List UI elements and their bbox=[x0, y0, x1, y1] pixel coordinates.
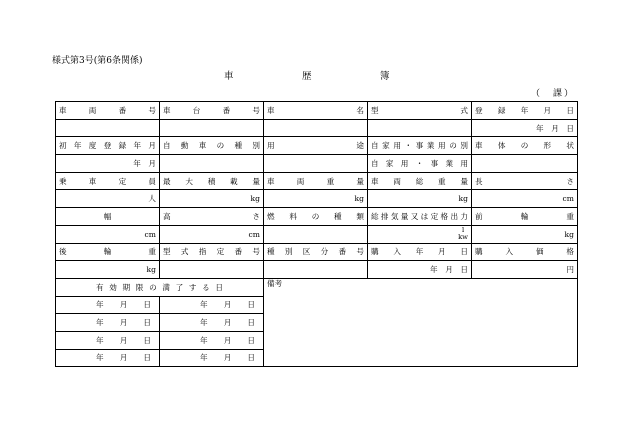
field-vehicle-number[interactable] bbox=[56, 119, 160, 137]
field-expiry-date[interactable]: 年 月 日 bbox=[56, 314, 160, 332]
label-purchase-price: 購入価格 bbox=[472, 243, 578, 261]
field-expiry-date[interactable]: 年 月 日 bbox=[56, 296, 160, 314]
table-row bbox=[56, 208, 578, 226]
field-length[interactable]: cm bbox=[472, 190, 578, 208]
label-model: 型式 bbox=[368, 102, 472, 120]
label-length: 長さ bbox=[472, 172, 578, 190]
table-row bbox=[56, 172, 578, 190]
notes-area[interactable] bbox=[264, 278, 578, 366]
label-first-registration: 初年度登録年月 bbox=[56, 137, 160, 155]
field-expiry-date[interactable]: 年 月 日 bbox=[160, 296, 264, 314]
label-notes: 備考 bbox=[267, 278, 283, 288]
unit-kw: kw bbox=[458, 233, 468, 242]
label-vehicle-number: 車両番号 bbox=[56, 102, 160, 120]
page-title bbox=[0, 68, 630, 82]
table-row bbox=[56, 155, 578, 173]
table-row bbox=[56, 119, 578, 137]
label-fuel-type: 燃料の種類 bbox=[264, 208, 368, 226]
field-expiry-date[interactable]: 年 月 日 bbox=[56, 349, 160, 367]
field-category-number[interactable] bbox=[264, 261, 368, 279]
table-row bbox=[56, 190, 578, 208]
field-vehicle-weight[interactable]: kg bbox=[264, 190, 368, 208]
field-vehicle-name[interactable] bbox=[264, 119, 368, 137]
field-purchase-price[interactable]: 円 bbox=[472, 261, 578, 279]
field-width[interactable]: cm bbox=[56, 225, 160, 243]
field-type-designation-number[interactable] bbox=[160, 261, 264, 279]
title-char-1: 車 bbox=[224, 71, 234, 82]
field-purchase-date[interactable]: 年 月 日 bbox=[368, 261, 472, 279]
label-purchase-date: 購入年月日 bbox=[368, 243, 472, 261]
field-private-business[interactable]: 自家用・事業用 bbox=[368, 155, 472, 173]
label-vehicle-name: 車名 bbox=[264, 102, 368, 120]
label-expiry-date: 有効期限の満了する日 bbox=[56, 278, 264, 296]
field-expiry-date[interactable]: 年 月 日 bbox=[160, 314, 264, 332]
field-model[interactable] bbox=[368, 119, 472, 137]
label-chassis-number: 車台番号 bbox=[160, 102, 264, 120]
label-use: 用途 bbox=[264, 137, 368, 155]
label-body-shape: 車体の形状 bbox=[472, 137, 578, 155]
field-chassis-number[interactable] bbox=[160, 119, 264, 137]
table-row bbox=[56, 243, 578, 261]
field-registration-date[interactable]: 年 月 日 bbox=[472, 119, 578, 137]
label-vehicle-type: 自動車の種別 bbox=[160, 137, 264, 155]
field-expiry-date[interactable]: 年 月 日 bbox=[160, 331, 264, 349]
field-body-shape[interactable] bbox=[472, 155, 578, 173]
field-gross-weight[interactable]: kg bbox=[368, 190, 472, 208]
title-char-2: 歴 bbox=[302, 71, 312, 82]
label-height: 高さ bbox=[160, 208, 264, 226]
label-registration-date: 登録年月日 bbox=[472, 102, 578, 120]
label-width: 幅 bbox=[56, 208, 160, 226]
table-row bbox=[56, 225, 578, 243]
table-row bbox=[56, 261, 578, 279]
form-number: 様式第3号(第6条関係) bbox=[52, 56, 143, 66]
field-first-registration[interactable]: 年 月 bbox=[56, 155, 160, 173]
field-displacement[interactable] bbox=[368, 225, 472, 243]
field-max-load[interactable]: kg bbox=[160, 190, 264, 208]
unit-liter: l bbox=[461, 226, 465, 235]
label-capacity: 乗車定員 bbox=[56, 172, 160, 190]
title-char-3: 簿 bbox=[380, 71, 390, 82]
label-front-axle-weight: 前輪重 bbox=[472, 208, 578, 226]
field-fuel-type[interactable] bbox=[264, 225, 368, 243]
vehicle-register-table bbox=[55, 101, 578, 367]
label-private-business-use: 自家用・事業用の別 bbox=[368, 137, 472, 155]
field-front-axle-weight[interactable]: kg bbox=[472, 225, 578, 243]
field-vehicle-type[interactable] bbox=[160, 155, 264, 173]
label-gross-weight: 車両総重量 bbox=[368, 172, 472, 190]
label-rear-axle-weight: 後輪重 bbox=[56, 243, 160, 261]
label-vehicle-weight: 車両重量 bbox=[264, 172, 368, 190]
field-rear-axle-weight[interactable]: kg bbox=[56, 261, 160, 279]
table-row bbox=[56, 278, 578, 296]
field-use[interactable] bbox=[264, 155, 368, 173]
field-expiry-date[interactable]: 年 月 日 bbox=[160, 349, 264, 367]
label-type-designation-number: 型式指定番号 bbox=[160, 243, 264, 261]
field-height[interactable]: cm bbox=[160, 225, 264, 243]
field-capacity[interactable]: 人 bbox=[56, 190, 160, 208]
table-row bbox=[56, 102, 578, 120]
label-displacement: 総排気量又は定格出力 bbox=[368, 208, 472, 226]
label-max-load: 最大積載量 bbox=[160, 172, 264, 190]
label-category-number: 種別区分番号 bbox=[264, 243, 368, 261]
field-expiry-date[interactable]: 年 月 日 bbox=[56, 331, 160, 349]
table-row bbox=[56, 137, 578, 155]
section-label: （ 課） bbox=[530, 89, 575, 99]
